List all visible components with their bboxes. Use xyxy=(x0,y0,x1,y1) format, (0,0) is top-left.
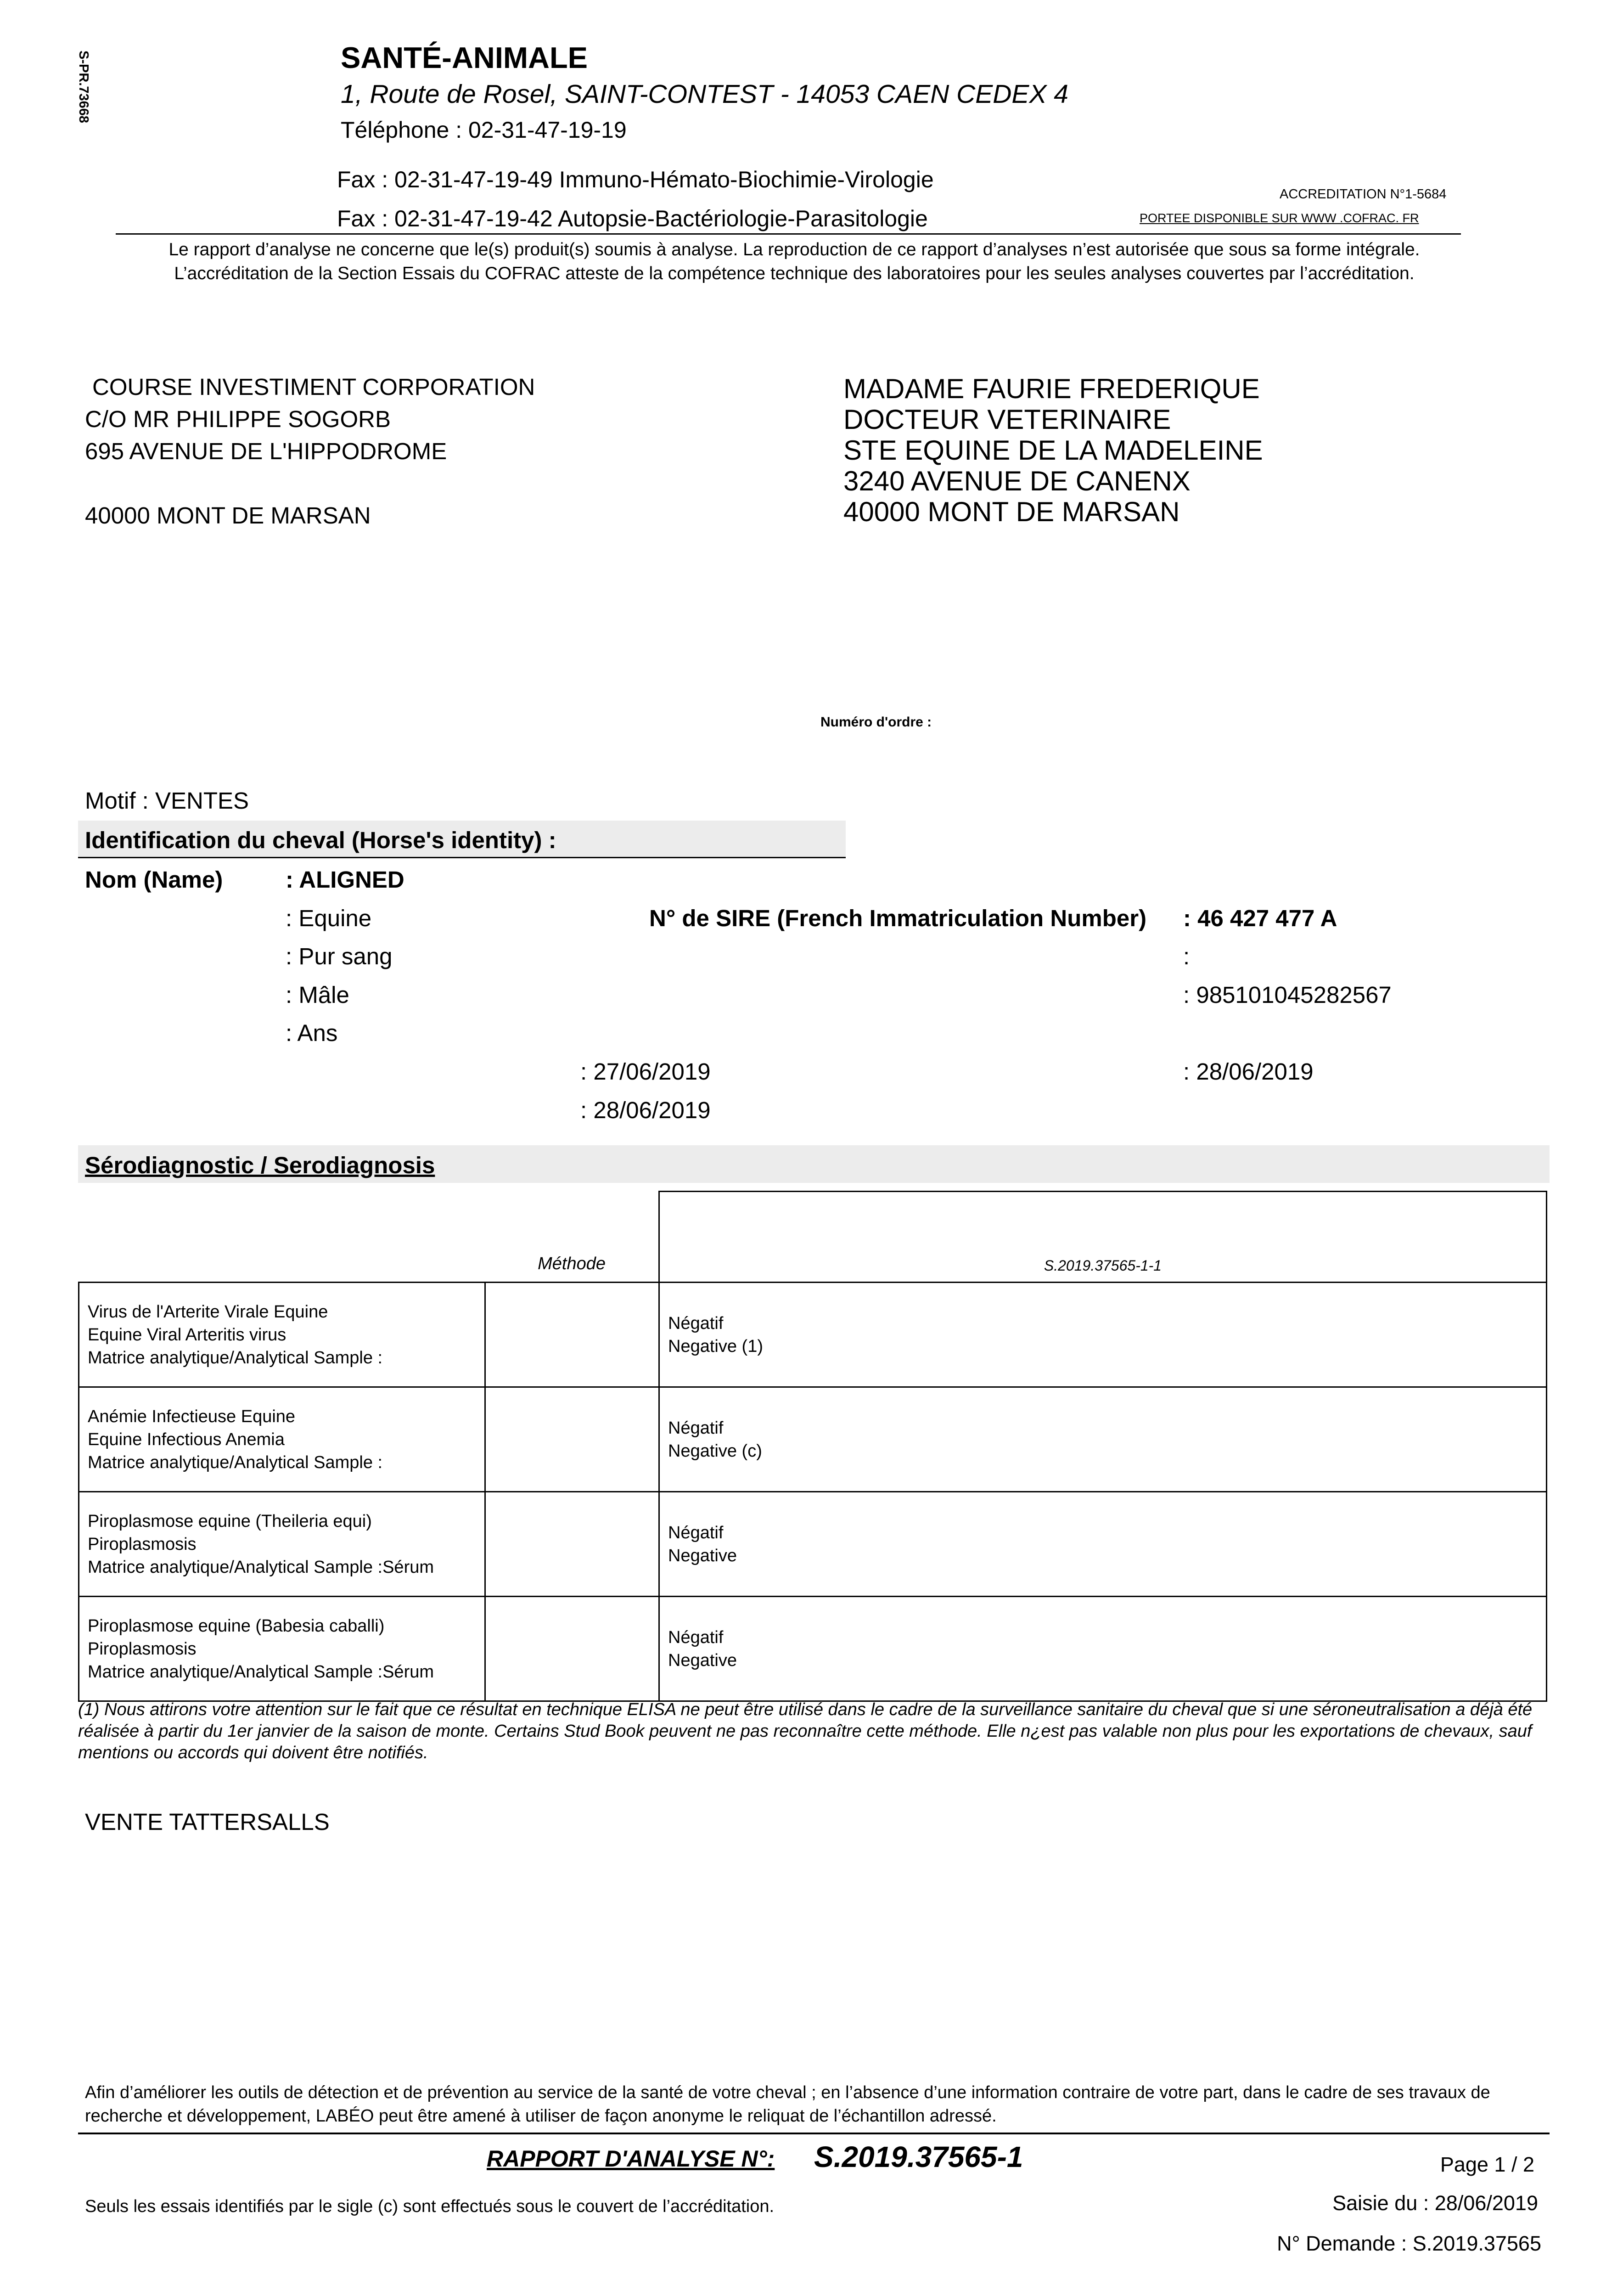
result-fr: Négatif xyxy=(668,1313,724,1333)
lab-address: 1, Route de Rosel, SAINT-CONTEST - 14053 CAEN CEDEX 4 xyxy=(341,79,1069,109)
footer-divider xyxy=(78,2133,1550,2134)
method-cell xyxy=(485,1283,659,1387)
report-number-label: RAPPORT D'ANALYSE N°: xyxy=(487,2146,775,2172)
horse-name-label: Nom (Name) xyxy=(85,867,223,893)
sire-value: : 46 427 477 A xyxy=(1183,905,1337,931)
report-disclaimer xyxy=(83,238,1506,286)
result-en: Negative xyxy=(668,1546,737,1565)
test-name-cell xyxy=(79,1387,485,1492)
table-row xyxy=(79,1283,1547,1387)
result-cell xyxy=(659,1387,1547,1492)
result-cell xyxy=(659,1492,1547,1597)
method-header-cell xyxy=(79,1192,659,1283)
elisa-footnote: (1) Nous attirons votre attention sur le fait que ce résultat en technique ELISA ne peut être utilisé dans le cadre de la surveillance sanitaire du cheval que si une séroneutralisation a déjà été réalisée à partir du 1er janvier de la saison de monte. Certains Stud Book peuvent ne pas reconnaître cette méthode. Elle n¿est pas valable non plus pour les exportations de chevaux, sauf mentions ou accords qui doivent être notifiés. xyxy=(78,1700,1533,1762)
results-header-row xyxy=(79,1192,1547,1283)
vet-line-4: 3240 AVENUE DE CANENX xyxy=(843,466,1191,496)
method-cell xyxy=(485,1597,659,1701)
disclaimer-line-1: Le rapport d’analyse ne concerne que le(s) produit(s) soumis à analyse. La reproduction de ce rapport d’analyses n’est autorisée que sous sa forme intégrale. xyxy=(168,240,1420,259)
test-name-cell xyxy=(79,1492,485,1597)
test-name-fr: Virus de l'Arterite Virale Equine xyxy=(88,1302,328,1322)
report-number: S.2019.37565-1 xyxy=(814,2140,1023,2173)
result-fr: Négatif xyxy=(668,1418,724,1438)
identification-title: Identification du cheval (Horse's identity) : xyxy=(85,827,556,853)
vet-line-2: DOCTEUR VETERINAIRE xyxy=(843,404,1171,435)
transponder-number: : 985101045282567 xyxy=(1183,982,1392,1008)
owner-line-4: 40000 MONT DE MARSAN xyxy=(85,502,371,529)
request-number: N° Demande : S.2019.37565 xyxy=(1277,2232,1541,2255)
result-en: Negative (1) xyxy=(668,1336,763,1356)
result-en: Negative (c) xyxy=(668,1441,762,1461)
horse-name-value: : ALIGNED xyxy=(286,867,404,893)
order-number-label: Numéro d'ordre : xyxy=(820,715,932,730)
sample-id: S.2019.37565-1-1 xyxy=(1044,1257,1162,1274)
date-3: : 28/06/2019 xyxy=(1183,1058,1314,1085)
header-divider xyxy=(116,233,1461,235)
result-en: Negative xyxy=(668,1650,737,1670)
result-cell xyxy=(659,1597,1547,1701)
vet-line-1: MADAME FAURIE FREDERIQUE xyxy=(843,373,1260,404)
accreditation-number: ACCREDITATION N°1-5684 xyxy=(1280,187,1447,202)
owner-address xyxy=(85,371,535,532)
motif: Motif : VENTES xyxy=(85,788,249,814)
identification-underline xyxy=(78,857,846,858)
sample-header-cell xyxy=(659,1192,1547,1283)
date-2: : 28/06/2019 xyxy=(580,1097,711,1123)
owner-line-1: COURSE INVESTIMENT CORPORATION xyxy=(92,374,535,400)
disclaimer-line-2: L’accréditation de la Section Essais du COFRAC atteste de la compétence technique des laboratoires pour les seules analyses couvertes par l’accréditation. xyxy=(174,264,1415,283)
test-name-en: Equine Viral Arteritis virus xyxy=(88,1325,286,1345)
horse-breed: : Pur sang xyxy=(286,943,393,969)
result-fr: Négatif xyxy=(668,1523,724,1542)
test-name-fr: Anémie Infectieuse Equine xyxy=(88,1407,296,1426)
accreditation-note: Seuls les essais identifiés par le sigle (c) sont effectués sous le couvert de l’accréditation. xyxy=(85,2197,775,2216)
lab-fax-2: Fax : 02-31-47-19-42 Autopsie-Bactériologie-Parasitologie xyxy=(337,206,928,231)
sire-label: N° de SIRE (French Immatriculation Number) xyxy=(649,905,1147,931)
owner-line-2: C/O MR PHILIPPE SOGORB xyxy=(85,406,391,432)
sale-name: VENTE TATTERSALLS xyxy=(85,1809,330,1835)
results-table xyxy=(78,1191,1547,1702)
blank-field: : xyxy=(1183,943,1190,969)
document-code: S-PR.73668 xyxy=(76,51,91,123)
result-fr: Négatif xyxy=(668,1627,724,1647)
method-header: Méthode xyxy=(538,1254,606,1273)
vet-address xyxy=(843,373,1263,527)
test-name-en: Piroplasmosis xyxy=(88,1534,197,1554)
page-number: Page 1 / 2 xyxy=(1440,2153,1534,2176)
horse-species: : Equine xyxy=(286,905,372,931)
table-row xyxy=(79,1597,1547,1701)
result-cell xyxy=(659,1283,1547,1387)
test-name-cell xyxy=(79,1597,485,1701)
method-cell xyxy=(485,1492,659,1597)
table-row xyxy=(79,1492,1547,1597)
test-name-fr: Piroplasmose equine (Theileria equi) xyxy=(88,1511,372,1531)
test-name-fr: Piroplasmose equine (Babesia caballi) xyxy=(88,1616,385,1636)
vet-line-5: 40000 MONT DE MARSAN xyxy=(843,496,1180,527)
table-row xyxy=(79,1387,1547,1492)
test-matrix: Matrice analytique/Analytical Sample :Sérum xyxy=(88,1662,434,1682)
accreditation-scope-link[interactable]: PORTEE DISPONIBLE SUR WWW .COFRAC. FR xyxy=(1140,211,1419,225)
entry-date: Saisie du : 28/06/2019 xyxy=(1332,2191,1538,2215)
lab-fax-1: Fax : 02-31-47-19-49 Immuno-Hémato-Biochimie-Virologie xyxy=(337,167,934,192)
test-matrix: Matrice analytique/Analytical Sample : xyxy=(88,1348,383,1367)
owner-line-3: 695 AVENUE DE L'HIPPODROME xyxy=(85,438,447,464)
research-notice: Afin d’améliorer les outils de détection et de prévention au service de la santé de votre cheval ; en l’absence d’une information contraire de votre part, dans le cadre de ses travaux de recherche et développement, LABÉO peut être amené à utiliser de façon anonyme le reliquat de l’échantillon adressé. xyxy=(85,2083,1490,2126)
test-name-en: Piroplasmosis xyxy=(88,1639,197,1659)
method-cell xyxy=(485,1387,659,1492)
lab-telephone: Téléphone : 02-31-47-19-19 xyxy=(341,117,627,143)
test-name-en: Equine Infectious Anemia xyxy=(88,1429,285,1449)
test-name-cell xyxy=(79,1283,485,1387)
vet-line-3: STE EQUINE DE LA MADELEINE xyxy=(843,435,1263,466)
horse-age: : Ans xyxy=(286,1020,338,1046)
test-matrix: Matrice analytique/Analytical Sample :Sérum xyxy=(88,1557,434,1577)
horse-sex: : Mâle xyxy=(286,982,349,1008)
test-matrix: Matrice analytique/Analytical Sample : xyxy=(88,1452,383,1472)
date-1: : 27/06/2019 xyxy=(580,1058,711,1085)
lab-name: SANTÉ-ANIMALE xyxy=(341,41,588,74)
serodiagnosis-title: Sérodiagnostic / Serodiagnosis xyxy=(85,1152,435,1178)
